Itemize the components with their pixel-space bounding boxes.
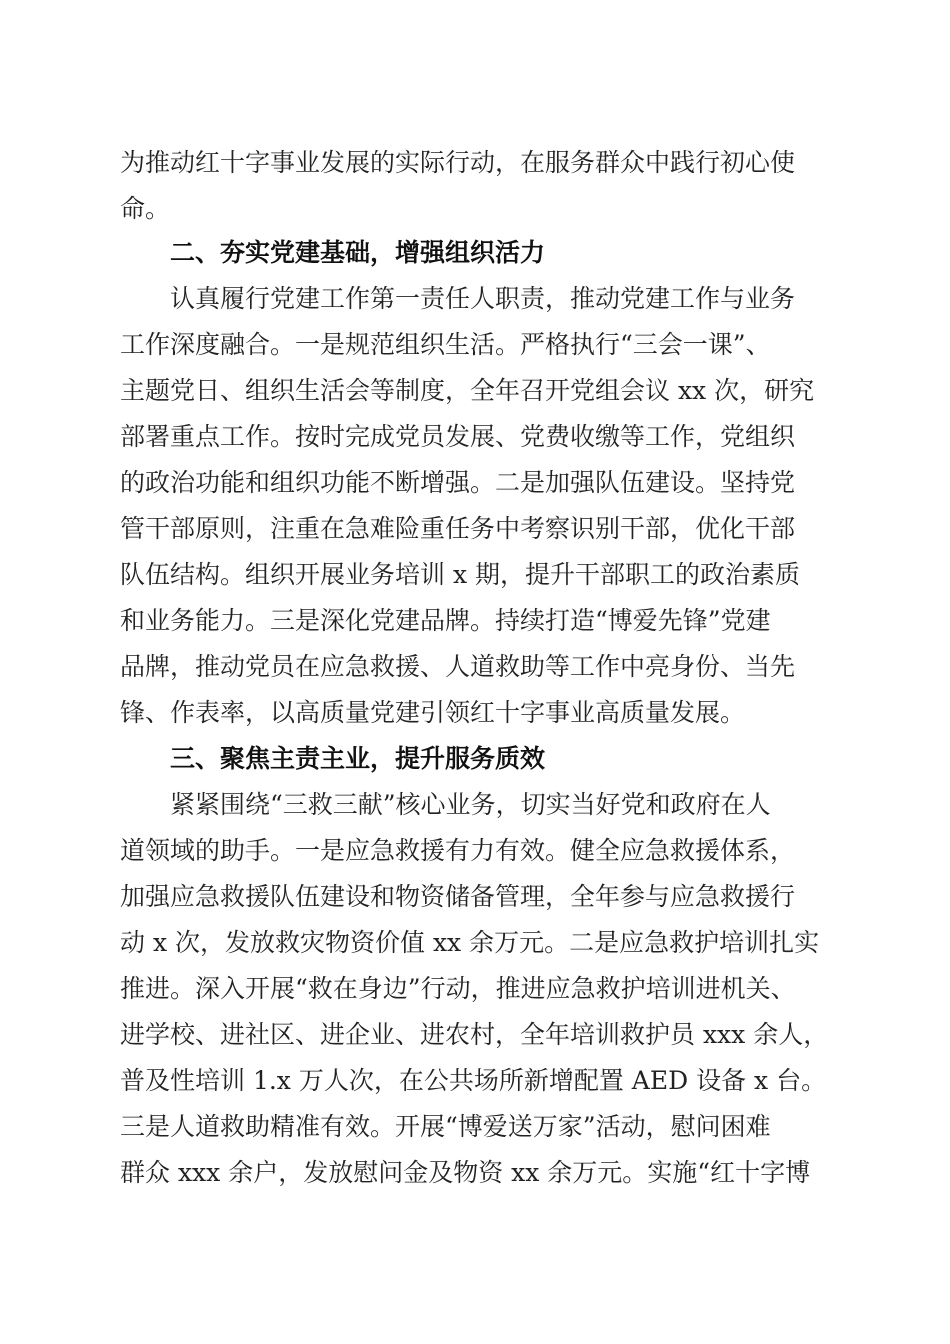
text-line: 主题党日、组织生活会等制度，全年召开党组会议 xx 次，研究	[120, 376, 815, 405]
text-line: 管干部原则，注重在急难险重任务中考察识别干部，优化干部	[120, 514, 796, 543]
section-heading: 二、夯实党建基础，增强组织活力	[170, 238, 546, 267]
text-line: 普及性培训 1.x 万人次，在公共场所新增配置 AED 设备 x 台。	[120, 1066, 827, 1095]
text-line: 工作深度融合。一是规范组织生活。严格执行“三会一课”、	[120, 330, 771, 359]
text-line: 加强应急救援队伍建设和物资储备管理，全年参与应急救援行	[120, 882, 796, 911]
text-line: 动 x 次，发放救灾物资价值 xx 余万元。二是应急救护培训扎实	[120, 928, 820, 957]
text-line: 紧紧围绕“三救三献”核心业务，切实当好党和政府在人	[170, 790, 771, 819]
text-line: 命。	[120, 194, 171, 223]
text-line: 群众 xxx 余户，发放慰问金及物资 xx 余万元。实施“红十字博	[120, 1158, 811, 1187]
text-line: 和业务能力。三是深化党建品牌。持续打造“博爱先锋”党建	[120, 606, 771, 635]
section-heading: 三、聚焦主责主业，提升服务质效	[170, 744, 546, 773]
text-line: 道领域的助手。一是应急救援有力有效。健全应急救援体系，	[120, 836, 796, 865]
text-line: 的政治功能和组织功能不断增强。二是加强队伍建设。坚持党	[120, 468, 796, 497]
intro-paragraph	[120, 140, 840, 232]
text-line: 进学校、进社区、进企业、进农村，全年培训救护员 xxx 余人，	[120, 1020, 829, 1049]
text-line: 认真履行党建工作第一责任人职责，推动党建工作与业务	[170, 284, 796, 313]
text-line: 队伍结构。组织开展业务培训 x 期，提升干部职工的政治素质	[120, 560, 800, 589]
text-line: 三是人道救助精准有效。开展“博爱送万家”活动，慰问困难	[120, 1112, 771, 1141]
text-line: 推进。深入开展“救在身边”行动，推进应急救护培训进机关、	[120, 974, 796, 1003]
text-line: 品牌，推动党员在应急救援、人道救助等工作中亮身份、当先	[120, 652, 796, 681]
section-2	[120, 230, 840, 736]
text-line: 部署重点工作。按时完成党员发展、党费收缴等工作，党组织	[120, 422, 796, 451]
section-3	[120, 736, 840, 1196]
text-line: 为推动红十字事业发展的实际行动，在服务群众中践行初心使	[120, 148, 796, 177]
text-line: 锋、作表率，以高质量党建引领红十字事业高质量发展。	[120, 698, 746, 727]
